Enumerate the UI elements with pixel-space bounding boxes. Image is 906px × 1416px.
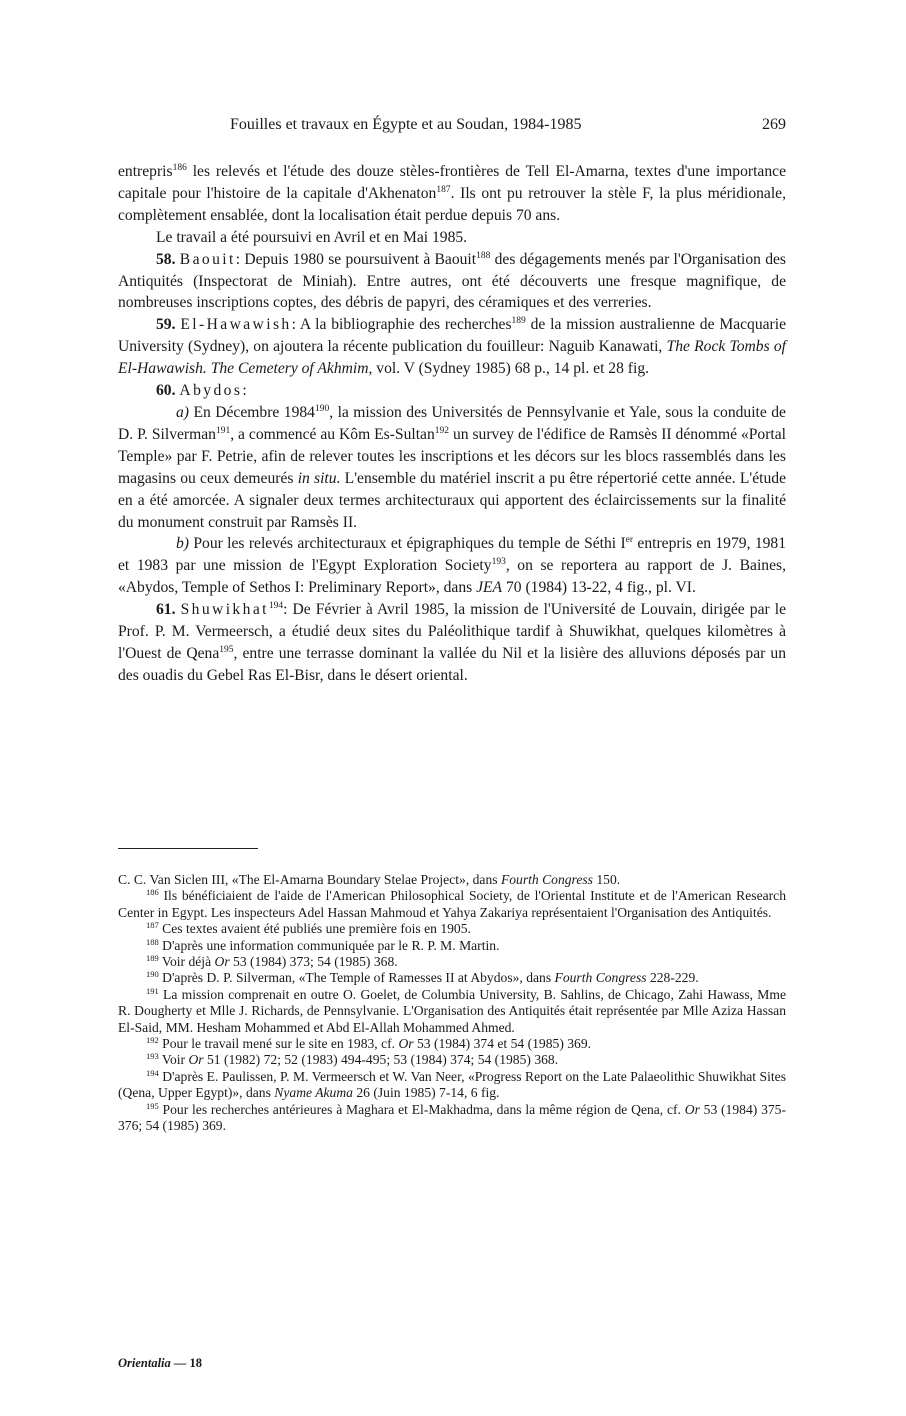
text: 26 (Juin 1985) 7-14, 6 fig. [352, 1085, 500, 1101]
site-name: Abydos [179, 382, 243, 400]
text: : Depuis 1980 se poursuivent à Baouit [235, 250, 477, 268]
text: 53 (1984) 375-376; 54 (1985) 369. [118, 1101, 786, 1134]
section-number: 60. [156, 382, 176, 400]
item-label: b) [176, 535, 189, 553]
main-text [118, 161, 786, 687]
footnote-number: 188 [146, 936, 159, 947]
journal-abbrev: JEA [476, 579, 503, 597]
text: , vol. V (Sydney 1985) 68 p., 14 pl. et 28 fig. [368, 360, 650, 378]
footnote-ref: 186 [172, 163, 187, 173]
footnote-187 [118, 921, 786, 937]
footnote-number: 195 [146, 1100, 159, 1111]
text: Voir déjà [158, 954, 215, 970]
footnote-number: 190 [146, 969, 159, 980]
text: : [242, 382, 247, 400]
footnote-193 [118, 1052, 786, 1068]
text: La mission comprenait en outre O. Goelet, de Columbia University, B. Sahlins, de Chicago, Zahi Hawass, Mme R. Dougherty et Mlle J. Richards, de Pennsylvanie. L'Organisation des Antiquités était représentée par Mlle Aziza Hassan El-Said, MM. Hesham Mohammed et Abd El-Allah Mohammed Ahmed. [118, 986, 786, 1035]
footnote-number: 193 [146, 1051, 159, 1062]
text: En Décembre 1984 [189, 403, 315, 421]
text: . Ils ont pu retrouver la stèle F, la plus méridionale, complètement ensablée, dont la localisation était perdue depuis 70 ans. [118, 184, 786, 224]
text: Ils bénéficiaient de l'aide de l'American Philosophical Society, de l'Oriental Institute et de l'American Research Center in Egypt. Les inspecteurs Adel Hassan Mahmoud et Yahya Zakariya représentaient l'Organisation des Antiquités. [118, 888, 786, 920]
page-number: 269 [762, 116, 786, 133]
footnote-number: 194 [146, 1067, 159, 1078]
footnote-ref: 187 [436, 184, 451, 195]
footnote-ref: 192 [434, 425, 450, 436]
footnote-number: 192 [146, 1035, 159, 1046]
footnote-ref: 188 [476, 250, 491, 261]
text: Pour le travail mené sur le site en 1983, cf. [158, 1036, 399, 1052]
paragraph [118, 227, 786, 249]
journal-name: Orientalia [118, 1356, 171, 1370]
footnote-189 [118, 954, 786, 970]
text: 70 (1984) 13-22, 4 fig., pl. VI. [502, 579, 696, 597]
text: des dégagements menés par l'Organisation des Antiquités (Inspectorat de Miniah). Entre autres, ont été découverts une fresque magnifique, de nombreuses inscriptions coptes, des débris de papyri, des céramiques et des verreries. [118, 250, 786, 312]
footnotes [118, 872, 786, 1135]
item-label: a) [176, 403, 189, 421]
footnote-divider [118, 848, 258, 849]
text: de la mission australienne de Macquarie University (Sydney), on ajoutera la récente publication du fouilleur: Naguib Kanawati, [118, 316, 786, 356]
section-58 [118, 249, 786, 315]
footnote-number: 189 [146, 953, 159, 964]
section-number: 61. [156, 601, 176, 619]
text: 51 (1982) 72; 52 (1983) 494-495; 53 (1984) 374; 54 (1985) 368. [203, 1052, 559, 1068]
text: , la mission des Universités de Pennsylvanie et Yale, sous la conduite de D. P. Silverman [118, 403, 786, 443]
text: les relevés et l'étude des douze stèles-frontières de Tell El-Amarna, textes d'une importance capitale pour l'histoire de la capitale d'Akhenaton [118, 163, 786, 202]
superscript: er [625, 535, 634, 546]
footnote-186 [118, 888, 786, 921]
footnote-ref: 190 [314, 403, 330, 414]
footnote-188 [118, 938, 786, 954]
text: L'ensemble du matériel inscrit a pu être répertorié cette année. L'étude en a été amorcée. A signaler deux termes architecturaux qui apportent des éclaircissements sur la finalité du monument construit par Ramsès II. [118, 469, 786, 531]
text: 150. [592, 872, 621, 887]
text: : A la bibliographie des recherches [291, 316, 512, 334]
journal-abbrev: Or [188, 1052, 204, 1068]
text: Pour les recherches antérieures à Maghara et El-Makhadma, dans la même région de Qena, cf. [158, 1101, 685, 1117]
text: entrepris [118, 163, 173, 180]
footnote-191 [118, 987, 786, 1036]
footnote-number: 187 [146, 920, 159, 931]
text: D'après E. Paulissen, P. M. Vermeersch et W. Van Neer, «Progress Report on the Late Palaeolithic Shuwikhat Sites (Qena, Upper Egypt)», dans [118, 1068, 786, 1101]
section-60 [118, 380, 786, 402]
paragraph-continuation [118, 161, 786, 227]
subsection-a [118, 402, 786, 533]
text: 53 (1984) 373; 54 (1985) 368. [229, 954, 398, 970]
footnote-ref: 194 [268, 601, 284, 612]
footnote-194 [118, 1069, 786, 1102]
text: un survey de l'édifice de Ramsès II dénommé «Portal Temple» par F. Petrie, afin de relever toutes les inscriptions et les décors sur les blocs rassemblés dans les magasins ou ceux demeurés [118, 425, 786, 487]
italic-title: Fourth Congress [554, 970, 647, 986]
section-61 [118, 599, 786, 687]
site-name: El-Hawawish [180, 316, 292, 334]
text: , on se reportera au rapport de J. Baines, «Abydos, Temple of Sethos I: Preliminary Report», dans [118, 557, 786, 597]
footnote-192 [118, 1036, 786, 1052]
site-name: Baouit [179, 250, 236, 268]
italic-title: Nyame Akuma [274, 1085, 353, 1101]
running-header [118, 116, 786, 140]
text: , entre une terrasse dominant la vallée du Nil et la lisière des alluvions déposés par un des ouadis du Gebel Ras El-Bisr, dans le désert oriental. [118, 644, 786, 684]
text: : De Février à Avril 1985, la mission de l'Université de Louvain, dirigée par le Prof. P. M. Vermeersch, a étudié deux sites du Paléolithique tardif à Shuwikhat, quelques kilomètres à l'Ouest de Qena [118, 601, 786, 662]
signature-mark: — 18 [170, 1356, 203, 1370]
site-name: Shuwikhat [180, 601, 269, 619]
footnote-ref: 189 [511, 316, 526, 327]
text: 53 (1984) 374 et 54 (1985) 369. [413, 1036, 592, 1052]
text: D'après une information communiquée par le R. P. M. Martin. [158, 937, 500, 953]
section-number: 59. [156, 316, 176, 334]
signature-footer [118, 1356, 202, 1371]
section-59 [118, 314, 786, 380]
book-title: The Rock Tombs of El-Hawawish. The Cemetery of Akhmim [118, 338, 787, 378]
footnote-ref: 193 [491, 557, 506, 568]
text: Voir [158, 1052, 189, 1068]
text: C. C. Van Siclen III, «The El-Amarna Boundary Stelae Project», dans [118, 872, 501, 887]
text: , a commencé au Kôm Es-Sultan [230, 425, 435, 443]
footnote-ref: 195 [219, 644, 234, 655]
subsection-b [118, 533, 786, 599]
footnote-number: 186 [146, 887, 159, 898]
text: Ces textes avaient été publiés une première fois en 1905. [158, 921, 471, 937]
footnote-195 [118, 1102, 786, 1135]
footnote-ref: 191 [215, 425, 231, 436]
text: D'après D. P. Silverman, «The Temple of Ramesses II at Abydos», dans [158, 970, 555, 986]
italic-title: Fourth Congress [500, 872, 593, 887]
section-number: 58. [156, 250, 176, 268]
footnote-190 [118, 970, 786, 986]
journal-abbrev: Or [684, 1101, 700, 1117]
journal-abbrev: Or [398, 1036, 414, 1052]
footnote-continuation [118, 872, 786, 888]
text: entrepris en 1979, 1981 et 1983 par une mission de l'Egypt Exploration Society [118, 535, 787, 575]
text: 228-229. [646, 970, 699, 986]
footnote-number: 191 [146, 985, 159, 996]
running-title: Fouilles et travaux en Égypte et au Soudan, 1984-1985 [230, 116, 582, 133]
journal-abbrev: Or [214, 954, 230, 970]
text: Pour les relevés architecturaux et épigraphiques du temple de Séthi I [189, 535, 626, 553]
text: Le travail a été poursuivi en Avril et en Mai 1985. [156, 228, 468, 246]
italic-phrase: in situ. [297, 469, 341, 487]
